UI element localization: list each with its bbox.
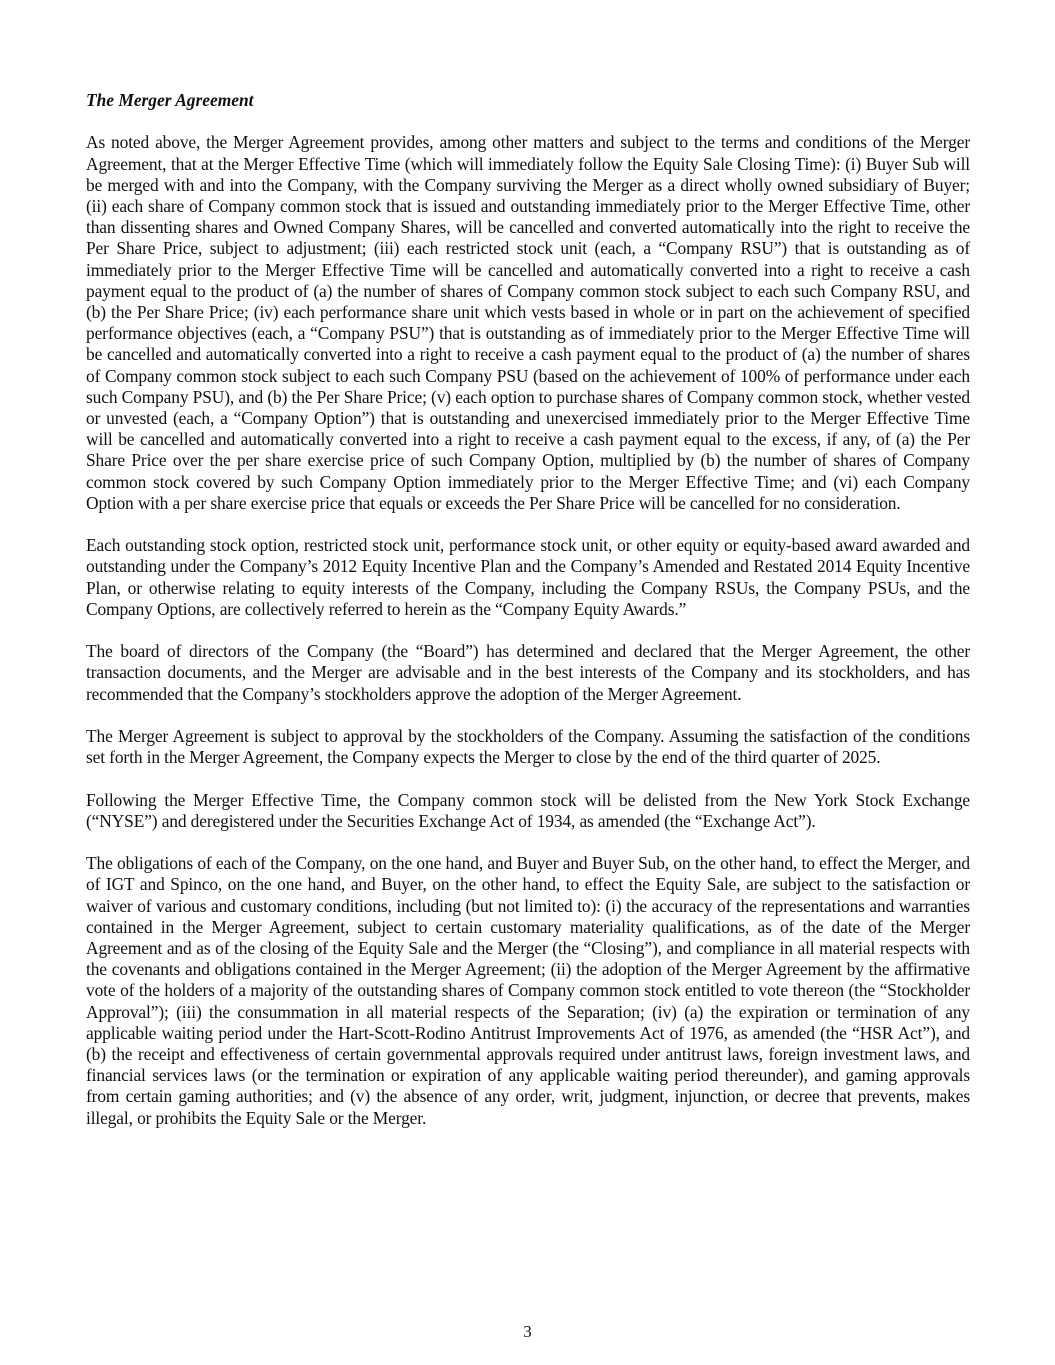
section-heading: The Merger Agreement bbox=[86, 90, 254, 110]
paragraph-merger-terms: As noted above, the Merger Agreement provides, among other matters and subject to the terms and conditions of the Merger Agreement, that at the Merger Effective Time (which will immediately follow the Equity Sale Closing Time): (i) Buyer Sub will be merged with and into the Company, with the Company surviving the Merger as a direct wholly owned subsidiary of Buyer; (ii) each share of Company common stock that is issued and outstanding immediately prior to the Merger Effective Time, other than dissenting shares and Owned Company Shares, will be cancelled and converted automatically into the right to receive the Per Share Price, subject to adjustment; (iii) each restricted stock unit (each, a “Company RSU”) that is outstanding as of immediately prior to the Merger Effective Time will be cancelled and automatically converted into a right to receive a cash payment equal to the product of (a) the number of shares of Company common stock subject to each such Company RSU, and (b) the Per Share Price; (iv) each performance share unit which vests based in whole or in part on the achievement of specified performance objectives (each, a “Company PSU”) that is outstanding as of immediately prior to the Merger Effective Time will be cancelled and automatically converted into a right to receive a cash payment equal to the product of (a) the number of shares of Company common stock subject to each such Company PSU (based on the achievement of 100% of performance under each such Company PSU), and (b) the Per Share Price; (v) each option to purchase shares of Company common stock, whether vested or unvested (each, a “Company Option”) that is outstanding and unexercised immediately prior to the Merger Effective Time will be cancelled and automatically converted into a right to receive a cash payment equal to the excess, if any, of (a) the Per Share Price over the per share exercise price of such Company Option, multiplied by (b) the number of shares of Company common stock covered by such Company Option immediately prior to the Merger Effective Time; and (vi) each Company Option with a per share exercise price that equals or exceeds the Per Share Price will be cancelled for no consideration. bbox=[86, 132, 970, 513]
paragraph-board-recommendation: The board of directors of the Company (the “Board”) has determined and declared that the Merger Agreement, the other transaction documents, and the Merger are advisable and in the best interests of the Company and its stockholders, and has recommended that the Company’s stockholders approve the adoption of the Merger Agreement. bbox=[86, 641, 970, 704]
page-number: 3 bbox=[523, 1322, 532, 1341]
document-page bbox=[86, 90, 970, 1150]
paragraph-equity-awards: Each outstanding stock option, restricted stock unit, performance stock unit, or other equity or equity-based award awarded and outstanding under the Company’s 2012 Equity Incentive Plan and the Company’s Amended and Restated 2014 Equity Incentive Plan, or otherwise relating to equity interests of the Company, including the Company RSUs, the Company PSUs, and the Company Options, are collectively referred to herein as the “Company Equity Awards.” bbox=[86, 535, 970, 619]
paragraph-delisting: Following the Merger Effective Time, the Company common stock will be delisted from the New York Stock Exchange (“NYSE”) and deregistered under the Securities Exchange Act of 1934, as amended (the “Exchange Act”). bbox=[86, 789, 970, 831]
paragraph-closing-conditions: The obligations of each of the Company, on the one hand, and Buyer and Buyer Sub, on the other hand, to effect the Merger, and of IGT and Spinco, on the one hand, and Buyer, on the other hand, to effect the Equity Sale, are subject to the satisfaction or waiver of various and customary conditions, including (but not limited to): (i) the accuracy of the representations and warranties contained in the Merger Agreement, subject to certain customary materiality qualifications, as of the date of the Merger Agreement and as of the closing of the Equity Sale and the Merger (the “Closing”), and compliance in all material respects with the covenants and obligations contained in the Merger Agreement; (ii) the adoption of the Merger Agreement by the affirmative vote of the holders of a majority of the outstanding shares of Company common stock entitled to vote thereon (the “Stockholder Approval”); (iii) the consummation in all material respects of the Separation; (iv) (a) the expiration or termination of any applicable waiting period under the Hart-Scott-Rodino Antitrust Improvements Act of 1976, as amended (the “HSR Act”), and (b) the receipt and effectiveness of certain governmental approvals required under antitrust laws, foreign investment laws, and financial services laws (or the termination or expiration of any applicable waiting period thereunder), and gaming approvals from certain gaming authorities; and (v) the absence of any order, writ, judgment, injunction, or decree that prevents, makes illegal, or prohibits the Equity Sale or the Merger. bbox=[86, 853, 970, 1128]
paragraph-stockholder-approval: The Merger Agreement is subject to approval by the stockholders of the Company. Assuming the satisfaction of the conditions set forth in the Merger Agreement, the Company expects the Merger to close by the end of the third quarter of 2025. bbox=[86, 726, 970, 768]
